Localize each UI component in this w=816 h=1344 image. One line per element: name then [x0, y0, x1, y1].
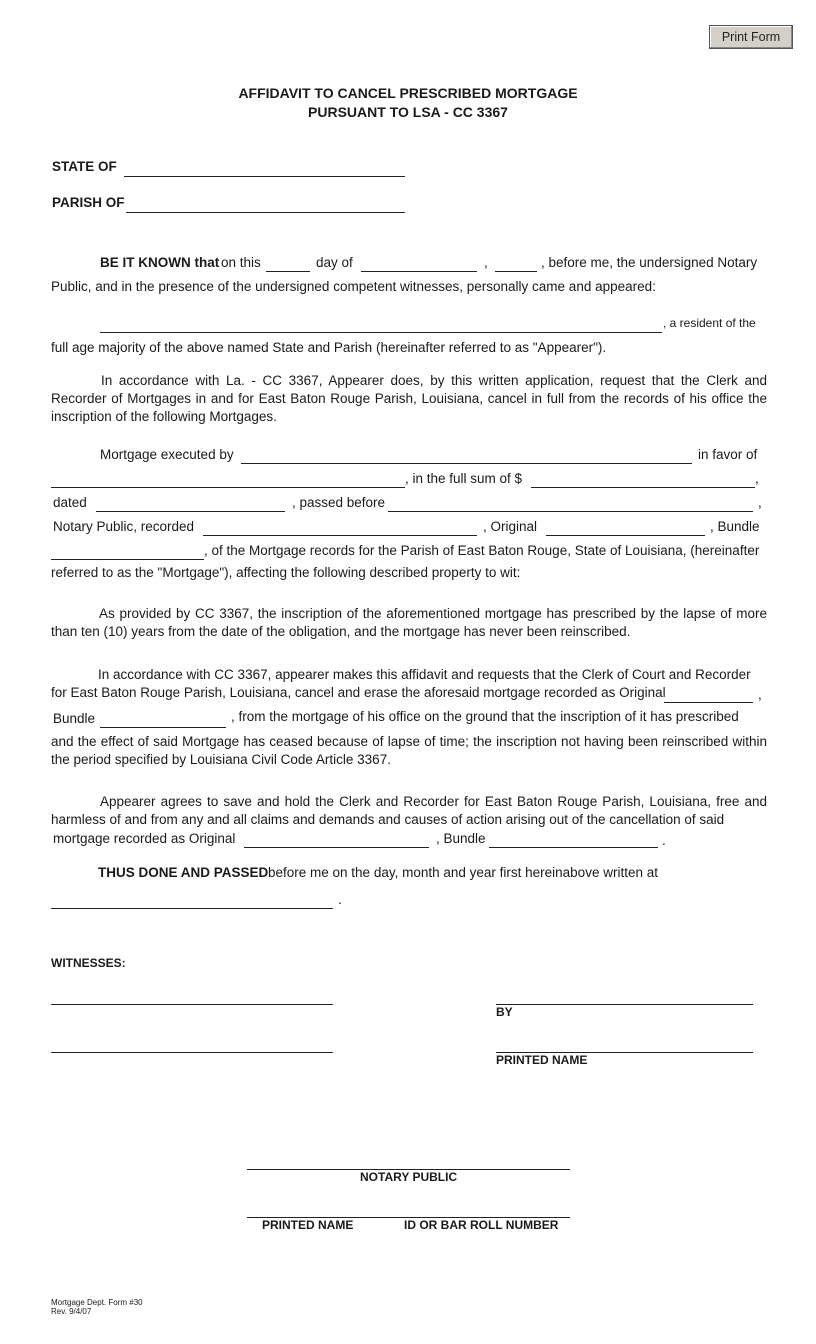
- year-input[interactable]: [495, 271, 537, 272]
- before-me-text: , before me, the undersigned Notary: [541, 255, 758, 270]
- dated-text: dated: [53, 495, 87, 510]
- affidavit-line1: In accordance with CC 3367, appearer makes this affidavit and requests that the Clerk of Court and Recorder: [98, 667, 751, 682]
- in-favor-of-text: in favor of: [698, 447, 758, 462]
- passed-before-text: , passed before: [292, 495, 386, 510]
- affidavit-line2: for East Baton Rouge Parish, Louisiana, cancel and erase the aforesaid mortgage recorded as Original: [51, 685, 666, 700]
- witness-1-signature[interactable]: [51, 1004, 333, 1005]
- recorded-input[interactable]: [203, 535, 477, 536]
- agrees-paragraph: Appearer agrees to save and hold the Clerk and Recorder for East Baton Rouge Parish, Louisiana, free and harmless of and from any and all claims and demands and causes of action arising out of the cancellation of said: [51, 794, 767, 827]
- be-it-known-label: BE IT KNOWN that: [100, 255, 220, 270]
- affidavit-bundle-input[interactable]: [100, 727, 226, 728]
- affidavit-line4: and the effect of said Mortgage has ceased because of lapse of time; the inscription not having been reinscribed within the period specified by Louisiana Civil Code Article 3367.: [51, 734, 767, 767]
- affidavit-line3: , from the mortgage of his office on the ground that the inscription of it has prescribed: [231, 709, 739, 724]
- agrees-bundle-input[interactable]: [489, 847, 658, 848]
- month-input[interactable]: [361, 271, 477, 272]
- location-input[interactable]: [51, 908, 333, 909]
- on-this-text: on this: [221, 255, 261, 270]
- passed-comma-text: ,: [758, 495, 762, 510]
- notary-public-label: NOTARY PUBLIC: [360, 1170, 458, 1184]
- referred-text: referred to as the "Mortgage"), affecting the following described property to wit:: [51, 565, 521, 580]
- full-sum-input[interactable]: [531, 487, 755, 488]
- original-text: , Original: [483, 519, 538, 534]
- parish-label: PARISH OF: [52, 195, 125, 210]
- affidavit-bundle-text: Bundle: [53, 711, 96, 726]
- agrees-period: .: [662, 833, 666, 848]
- full-age-text: full age majority of the above named State and Parish (hereinafter referred to as "Appearer").: [51, 340, 607, 355]
- agrees-original-input[interactable]: [244, 847, 429, 848]
- accordance-paragraph: In accordance with La. - CC 3367, Appearer does, by this written application, request that the Clerk and Recorder of Mortgages in and for East Baton Rouge Parish, Louisiana, cancel in full from the records of his office the inscription of the following Mortgages.: [51, 373, 767, 424]
- executed-by-text: Mortgage executed by: [100, 447, 234, 462]
- passed-before-input[interactable]: [388, 511, 753, 512]
- printed-name-label: PRINTED NAME: [496, 1053, 588, 1067]
- by-signature[interactable]: [496, 1004, 753, 1005]
- in-favor-of-input[interactable]: [51, 487, 405, 488]
- bundle-text: , Bundle: [710, 519, 760, 534]
- affidavit-original-input[interactable]: [664, 702, 753, 703]
- day-input[interactable]: [266, 271, 310, 272]
- affidavit-comma: ,: [758, 687, 762, 702]
- agrees-bundle-text: , Bundle: [436, 831, 486, 846]
- location-period: .: [338, 892, 342, 907]
- by-label: BY: [496, 1005, 513, 1019]
- notary-id-label: ID OR BAR ROLL NUMBER: [404, 1218, 559, 1232]
- witnesses-label: WITNESSES:: [51, 956, 126, 970]
- appearer-name-input[interactable]: [100, 332, 662, 333]
- resident-of-text: , a resident of the: [663, 316, 756, 330]
- records-text: , of the Mortgage records for the Parish of East Baton Rouge, State of Louisiana, (hereinafter: [204, 543, 760, 558]
- public-presence-text: Public, and in the presence of the undersigned competent witnesses, personally came and appeared:: [51, 279, 656, 294]
- thus-done-label: THUS DONE AND PASSED: [98, 865, 269, 880]
- bundle-input[interactable]: [51, 559, 204, 560]
- footer-form-number: Mortgage Dept. Form #30: [51, 1298, 143, 1307]
- executed-by-input[interactable]: [241, 463, 692, 464]
- comma-text: ,: [484, 255, 488, 270]
- footer-revision: Rev. 9/4/07: [51, 1307, 92, 1316]
- notary-recorded-text: Notary Public, recorded: [53, 519, 195, 534]
- state-label: STATE OF: [52, 159, 117, 174]
- day-of-text: day of: [316, 255, 353, 270]
- witness-2-signature[interactable]: [51, 1052, 333, 1053]
- sum-comma-text: ,: [755, 471, 759, 486]
- form-subtitle: PURSUANT TO LSA - CC 3367: [308, 104, 508, 120]
- thus-done-text: before me on the day, month and year first hereinabove written at: [268, 865, 658, 880]
- parish-input[interactable]: [126, 212, 405, 213]
- provided-paragraph: As provided by CC 3367, the inscription of the aforementioned mortgage has prescribed by the lapse of more than ten (10) years from the date of the obligation, and the mortgage has never been reinscribed.: [51, 606, 767, 639]
- full-sum-text: , in the full sum of $: [405, 471, 523, 486]
- form-title: AFFIDAVIT TO CANCEL PRESCRIBED MORTGAGE: [238, 85, 578, 101]
- dated-input[interactable]: [96, 511, 285, 512]
- original-input[interactable]: [546, 535, 705, 536]
- print-form-button[interactable]: Print Form: [709, 25, 793, 49]
- recorded-original-text: mortgage recorded as Original: [53, 831, 236, 846]
- notary-printed-name-label: PRINTED NAME: [262, 1218, 354, 1232]
- state-input[interactable]: [124, 176, 405, 177]
